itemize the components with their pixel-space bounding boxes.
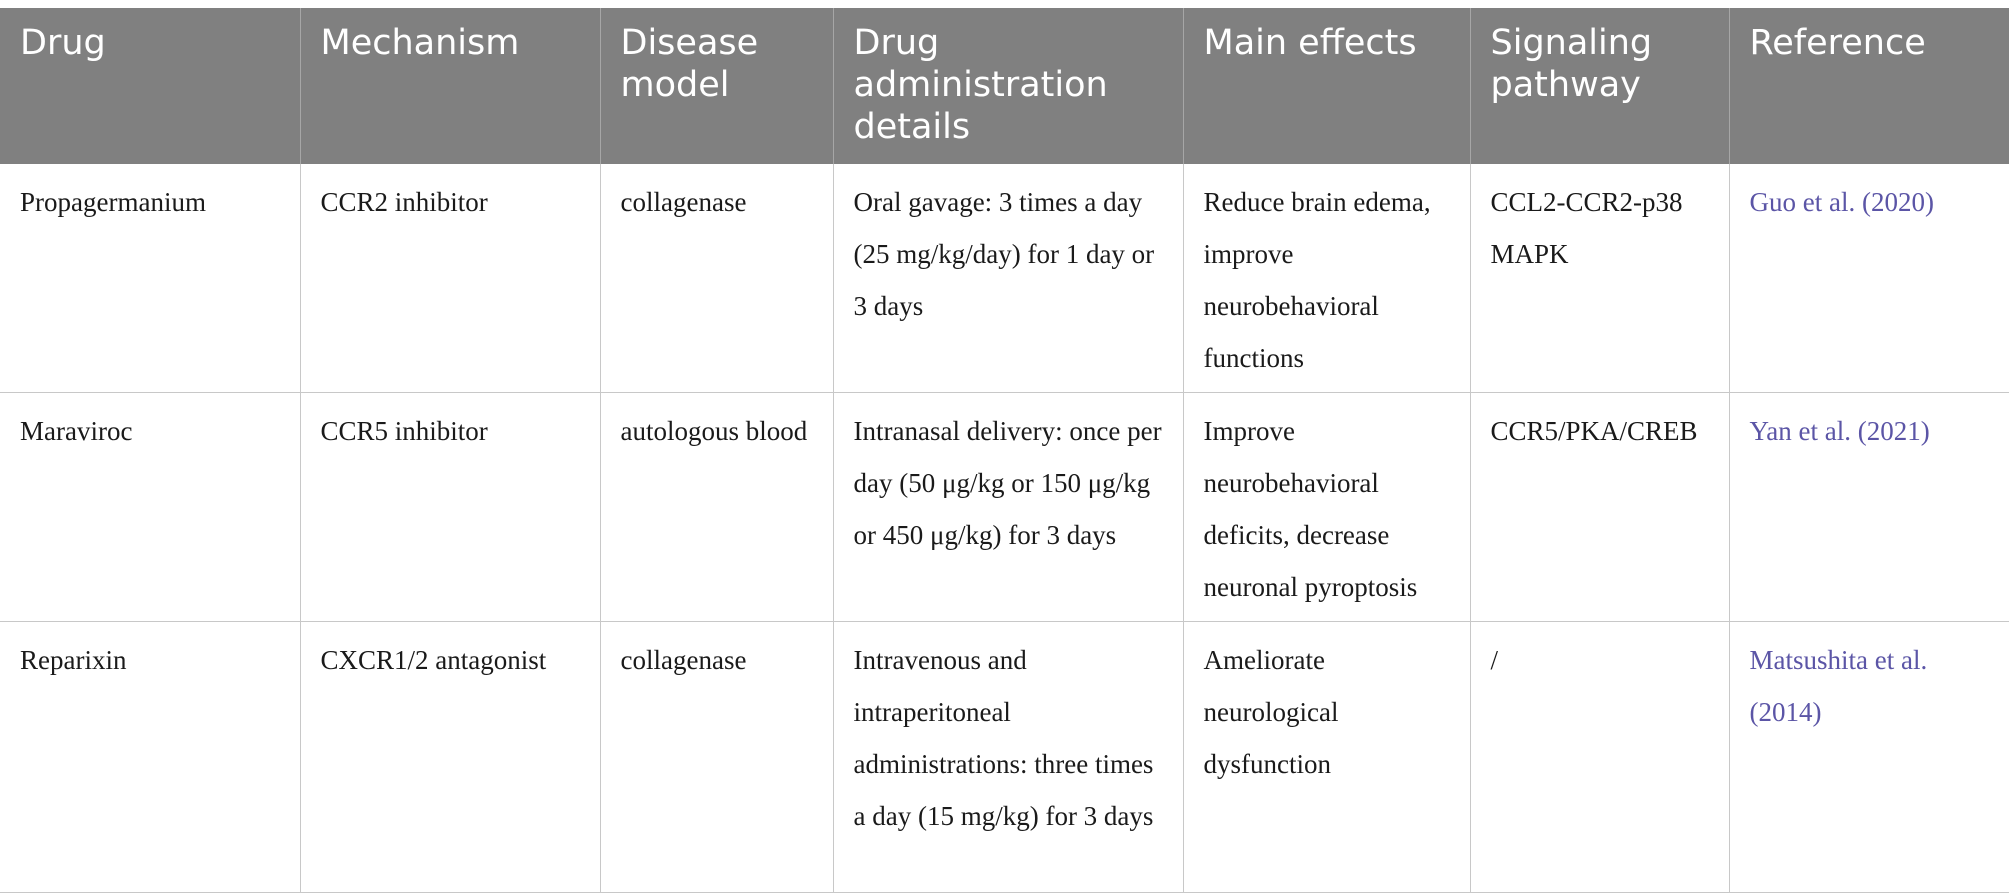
cell-drug: Reparixin [0, 622, 300, 893]
cell-drug: Propagermanium [0, 164, 300, 393]
cell-mechanism: CXCR1/2 antagonist [300, 622, 600, 893]
cell-main-effects: Reduce brain edema, improve neurobehavioral functions [1183, 164, 1470, 393]
cell-mechanism: CCR5 inhibitor [300, 393, 600, 622]
reference-link[interactable]: Yan et al. (2021) [1749, 416, 1930, 446]
header-signaling-pathway: Signaling pathway [1470, 8, 1729, 164]
header-reference: Reference [1729, 8, 2009, 164]
cell-reference [1729, 164, 2009, 393]
table-header [0, 8, 2009, 164]
table-row [0, 164, 2009, 393]
cell-administration: Oral gavage: 3 times a day (25 mg/kg/day) for 1 day or 3 days [833, 164, 1183, 393]
drug-table-container [0, 8, 2009, 893]
cell-drug: Maraviroc [0, 393, 300, 622]
cell-reference [1729, 393, 2009, 622]
drug-table [0, 8, 2009, 893]
header-mechanism: Mechanism [300, 8, 600, 164]
cell-signaling-pathway: CCR5/PKA/CREB [1470, 393, 1729, 622]
cell-administration: Intranasal delivery: once per day (50 μg/kg or 150 μg/kg or 450 μg/kg) for 3 days [833, 393, 1183, 622]
table-body [0, 164, 2009, 893]
table-row [0, 393, 2009, 622]
cell-administration: Intravenous and intraperitoneal administrations: three times a day (15 mg/kg) for 3 days [833, 622, 1183, 893]
cell-main-effects: Ameliorate neurological dysfunction [1183, 622, 1470, 893]
cell-main-effects: Improve neurobehavioral deficits, decrease neuronal pyroptosis [1183, 393, 1470, 622]
cell-disease-model: autologous blood [600, 393, 833, 622]
cell-signaling-pathway: CCL2-CCR2-p38 MAPK [1470, 164, 1729, 393]
header-drug: Drug [0, 8, 300, 164]
table-row [0, 622, 2009, 893]
reference-link[interactable]: Matsushita et al. (2014) [1749, 645, 1928, 727]
reference-link[interactable]: Guo et al. (2020) [1749, 187, 1934, 217]
header-disease-model: Disease model [600, 8, 833, 164]
header-main-effects: Main effects [1183, 8, 1470, 164]
cell-signaling-pathway: / [1470, 622, 1729, 893]
cell-disease-model: collagenase [600, 622, 833, 893]
cell-reference [1729, 622, 2009, 893]
header-administration: Drug administration details [833, 8, 1183, 164]
cell-mechanism: CCR2 inhibitor [300, 164, 600, 393]
cell-disease-model: collagenase [600, 164, 833, 393]
header-row [0, 8, 2009, 164]
